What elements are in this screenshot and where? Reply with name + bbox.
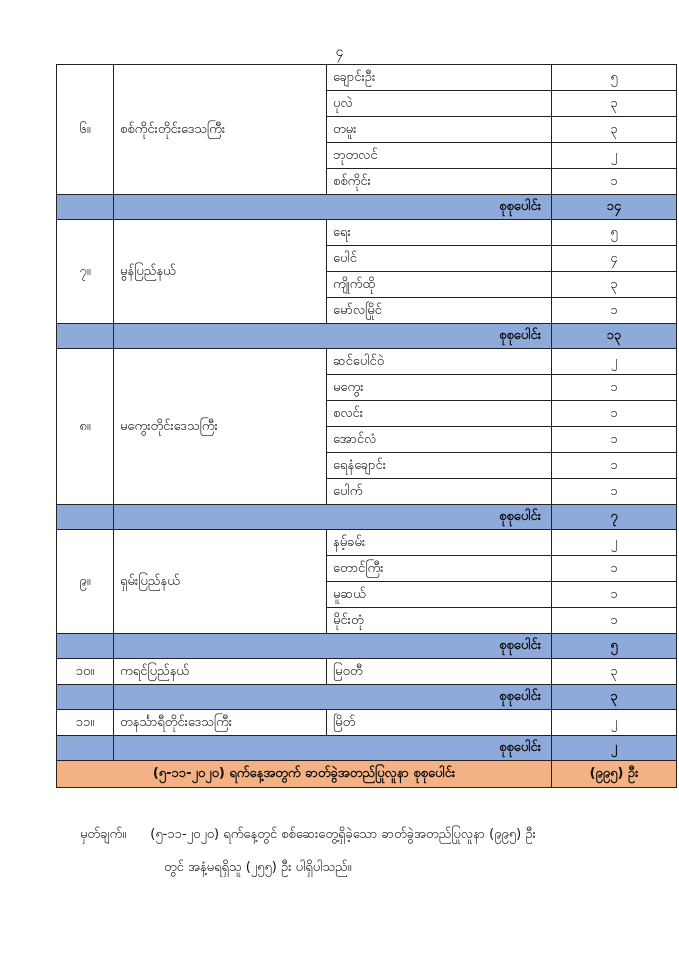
case-count: ၁ <box>552 608 677 634</box>
town-name: တမူး <box>327 117 552 143</box>
case-count: ၁ <box>552 298 677 324</box>
region-name: ကရင်ပြည်နယ် <box>114 659 327 685</box>
row-number: ၇။ <box>57 220 114 324</box>
case-count: ၁ <box>552 479 677 505</box>
town-name: ချောင်းဦး <box>327 65 552 91</box>
grand-total-row <box>57 761 677 788</box>
subtotal-blank <box>57 685 114 710</box>
note-label: မှတ်ချက်။ <box>80 827 127 842</box>
subtotal-row <box>57 736 677 761</box>
region-name: မကွေးတိုင်းဒေသကြီး <box>114 349 327 505</box>
town-name: ကျိုက်ထို <box>327 272 552 298</box>
town-name: မကွေး <box>327 375 552 401</box>
subtotal-label: စုစုပေါင်း <box>114 324 552 349</box>
row-number: ၈။ <box>57 349 114 505</box>
town-name: အောင်လံ <box>327 427 552 453</box>
town-name: နမ့်ခမ်း <box>327 530 552 556</box>
town-name: မြဝတီ <box>327 659 552 685</box>
subtotal-value: ၂ <box>552 736 677 761</box>
subtotal-blank <box>57 634 114 659</box>
table-row <box>57 220 677 246</box>
row-number: ၆။ <box>57 65 114 195</box>
table-row <box>57 710 677 736</box>
table-row <box>57 349 677 375</box>
case-count: ၁ <box>552 556 677 582</box>
case-count: ၁ <box>552 453 677 479</box>
town-name: ရေနံချောင်း <box>327 453 552 479</box>
page-number: ၄ <box>335 44 344 60</box>
table-row <box>57 530 677 556</box>
subtotal-value: ၁၄ <box>552 195 677 220</box>
region-name: မွန်ပြည်နယ် <box>114 220 327 324</box>
subtotal-value: ၁၃ <box>552 324 677 349</box>
town-name: တောင်ကြီး <box>327 556 552 582</box>
case-count: ၅ <box>552 220 677 246</box>
town-name: မြိတ် <box>327 710 552 736</box>
subtotal-value: ၇ <box>552 505 677 530</box>
subtotal-blank <box>57 195 114 220</box>
subtotal-label: စုစုပေါင်း <box>114 505 552 530</box>
grand-total-value: (၉၉၅) ဦး <box>552 761 677 788</box>
case-count: ၃ <box>552 659 677 685</box>
case-count: ၁ <box>552 375 677 401</box>
table-row <box>57 65 677 91</box>
cases-table-body <box>57 65 677 788</box>
case-count: ၁ <box>552 582 677 608</box>
case-count: ၃ <box>552 91 677 117</box>
note-text-1: (၅-၁၁-၂၀၂၀) ရက်နေ့တွင် စစ်ဆေးတွေ့ရှိခဲ့သော ခာတ်ခွဲအတည်ပြုလူနာ (၉၉၅) ဦး <box>150 827 536 842</box>
town-name: ပေါက် <box>327 479 552 505</box>
case-count: ၃ <box>552 117 677 143</box>
subtotal-label: စုစုပေါင်း <box>114 736 552 761</box>
town-name: ဆင်ပေါင်ဝဲ <box>327 349 552 375</box>
case-count: ၅ <box>552 65 677 91</box>
note-line-1 <box>80 818 640 851</box>
subtotal-label: စုစုပေါင်း <box>114 685 552 710</box>
town-name: ပေါင် <box>327 246 552 272</box>
town-name: ဘုတလင် <box>327 143 552 169</box>
region-name: တနင်္သာရီတိုင်းဒေသကြီး <box>114 710 327 736</box>
case-count: ၂ <box>552 710 677 736</box>
case-count: ၁ <box>552 427 677 453</box>
subtotal-value: ၅ <box>552 634 677 659</box>
subtotal-row <box>57 685 677 710</box>
row-number: ၁၁။ <box>57 710 114 736</box>
grand-total-label: (၅-၁၁-၂၀၂၀) ရက်နေ့အတွက် ခာတ်ခွဲအတည်ပြုလူနာ စုစုပေါင်း <box>57 761 552 788</box>
subtotal-label: စုစုပေါင်း <box>114 195 552 220</box>
town-name: ရေး <box>327 220 552 246</box>
row-number: ၁၀။ <box>57 659 114 685</box>
subtotal-value: ၃ <box>552 685 677 710</box>
case-count: ၂ <box>552 143 677 169</box>
case-count: ၄ <box>552 246 677 272</box>
subtotal-blank <box>57 505 114 530</box>
case-count: ၂ <box>552 530 677 556</box>
subtotal-blank <box>57 736 114 761</box>
subtotal-row <box>57 634 677 659</box>
table-row <box>57 659 677 685</box>
town-name: မော်လမြိုင် <box>327 298 552 324</box>
subtotal-row <box>57 324 677 349</box>
case-count: ၁ <box>552 169 677 195</box>
region-name: စစ်ကိုင်းတိုင်းဒေသကြီး <box>114 65 327 195</box>
case-count: ၂ <box>552 349 677 375</box>
case-count: ၁ <box>552 401 677 427</box>
subtotal-row <box>57 505 677 530</box>
note-line-2: တွင် အနံ့မရရှိသူ (၂၅၅) ဦး ပါရှိပါသည်။ <box>164 860 352 875</box>
row-number: ၉။ <box>57 530 114 634</box>
subtotal-row <box>57 195 677 220</box>
town-name: စလင်း <box>327 401 552 427</box>
case-count: ၃ <box>552 272 677 298</box>
region-name: ရှမ်းပြည်နယ် <box>114 530 327 634</box>
subtotal-label: စုစုပေါင်း <box>114 634 552 659</box>
subtotal-blank <box>57 324 114 349</box>
town-name: ပုလဲ <box>327 91 552 117</box>
town-name: စစ်ကိုင်း <box>327 169 552 195</box>
note-block <box>80 818 640 884</box>
town-name: မိုင်းတုံ <box>327 608 552 634</box>
town-name: မူဆယ် <box>327 582 552 608</box>
cases-table <box>56 64 677 788</box>
